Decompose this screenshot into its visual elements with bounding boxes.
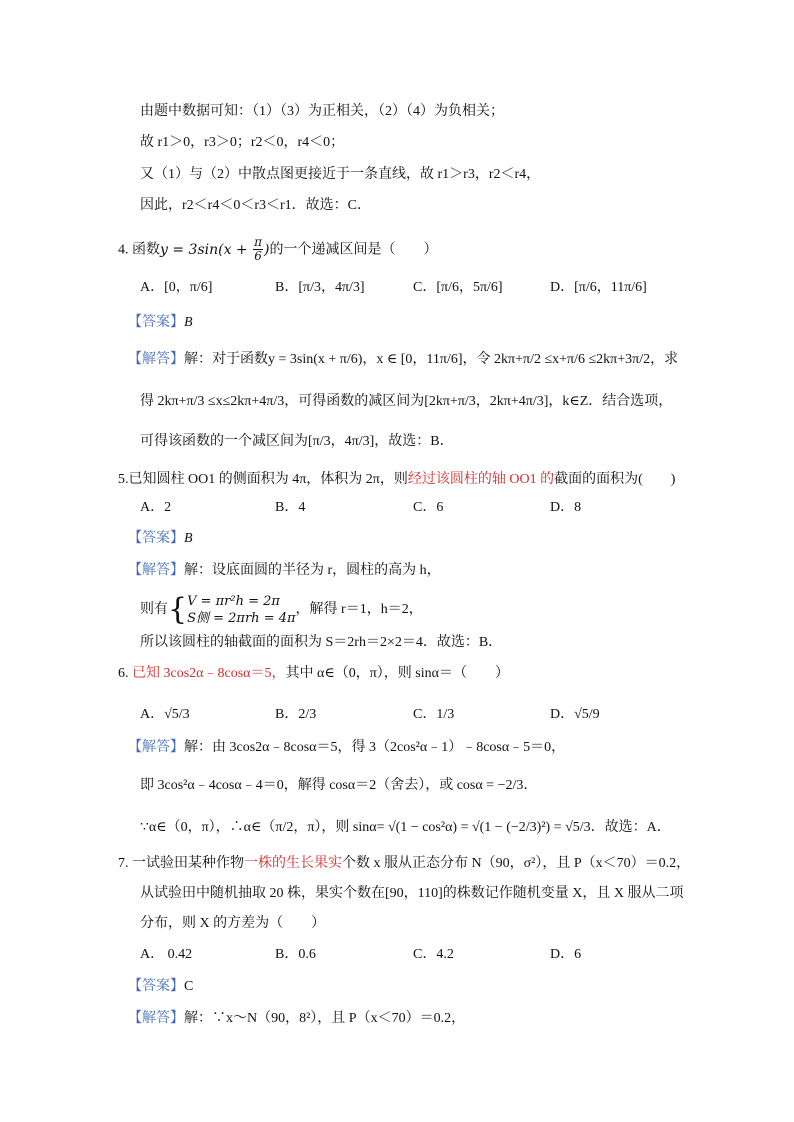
q4-solution-3: 可得该函数的一个减区间为[π/3，4π/3]，故选：B．: [140, 434, 454, 449]
q4-number: 4.: [118, 242, 129, 258]
q5-answer: 【答案】B: [128, 531, 193, 546]
q7-answer: 【答案】C: [128, 979, 194, 994]
q4-solution-1: 【解答】解：对于函数y = 3sin(x + π/6)，x ∈ [0，11π/6]，令 2kπ+π/2 ≤x+π/6 ≤2kπ+3π/2，求: [128, 352, 679, 367]
q4-function: y = 3sin(x + $\frac{\pi}{6}$ ): [160, 235, 270, 263]
q7-option-b: B．0.6: [275, 947, 316, 962]
q4-answer: 【答案】B: [128, 315, 193, 330]
q6-solution-2: 即 3cos²α﹣4cosα﹣4＝0，解得 cosα＝2（舍去），或 cosα = −2/3．: [140, 778, 538, 793]
q4-stem: 4. 函数y = 3sin(x + $\frac{\pi}{6}$ )的一个递减区间是（ ）: [118, 235, 438, 263]
answer-tag: 【答案】: [128, 315, 184, 330]
q6-solution-3: ∵α∈（0，π），∴α∈（π/2，π），则 sinα= √(1 − cos²α) = √(1 − (−2/3)²) = √5/3．故选：A．: [140, 820, 671, 835]
q5-eq-lateral: S侧 = 2πrh = 4π: [187, 611, 296, 626]
q7-stem-3: 分布，则 X 的方差为（ ）: [140, 916, 326, 931]
q6-stem: 6. 已知 3cos2α﹣8cosα＝5，其中 α∈（0，π），则 sinα＝（ ）: [118, 666, 509, 681]
q6-option-b: B．2/3: [275, 707, 317, 722]
q6-solution-1: 【解答】解：由 3cos2α﹣8cosα＝5，得 3（2cos²α﹣1）﹣8cosα﹣5＝0，: [128, 740, 566, 755]
q4-solution-2: 得 2kπ+π/3 ≤x≤2kπ+4π/3，可得函数的减区间为[2kπ+π/3，2kπ+4π/3]，k∈Z．结合选项，: [140, 394, 673, 409]
q5-option-c: C．6: [413, 500, 444, 515]
q7-option-a: A． 0.42: [140, 947, 193, 962]
q5-eq-volume: V = πr²h = 2π: [187, 594, 280, 609]
intro-line-2: 故 r1＞0，r3＞0；r2＜0，r4＜0；: [140, 135, 345, 150]
q5-option-d: D．8: [550, 500, 582, 515]
q5-solution-3: 所以该圆柱的轴截面的面积为 S＝2rh＝2×2＝4．故选：B．: [140, 635, 503, 650]
q6-option-c: C．1/3: [413, 707, 455, 722]
q5-option-b: B．4: [275, 500, 306, 515]
q4-option-b: B．[π/3，4π/3]: [275, 280, 365, 295]
intro-line-1: 由题中数据可知：（1）（3）为正相关，（2）（4）为负相关；: [140, 104, 504, 119]
q7-stem-1: 7. 一试验田某种作物一株的生长果实个数 x 服从正态分布 N（90，σ²），且 P（x＜70）＝0.2，: [118, 856, 691, 871]
q7-solution-1: 【解答】解：∵x～N（90，8²），且 P（x＜70）＝0.2，: [128, 1011, 466, 1026]
q4-option-a: A．[0，π/6]: [140, 280, 213, 295]
q4-option-c: C．[π/6，5π/6]: [413, 280, 503, 295]
q7-option-d: D．6: [550, 947, 582, 962]
intro-line-4: 因此，r2＜r4＜0＜r3＜r1．故选：C．: [140, 198, 371, 213]
solution-tag: 【解答】: [128, 352, 184, 367]
q5-option-a: A．2: [140, 500, 172, 515]
q7-option-c: C．4.2: [413, 947, 454, 962]
q5-stem: 5.已知圆柱 OO1 的侧面积为 4π，体积为 2π，则经过该圆柱的轴 OO1 的截面的面积为( ): [118, 472, 676, 487]
q6-option-d: D．√5/9: [550, 707, 600, 722]
q7-stem-2: 从试验田中随机抽取 20 株，果实个数在[90，110]的株数记作随机变量 X，且 X 服从二项: [140, 886, 684, 901]
q4-option-d: D．[π/6，11π/6]: [550, 280, 647, 295]
q5-solution-1: 【解答】解：设底面圆的半径为 r，圆柱的高为 h，: [128, 563, 441, 578]
intro-line-3: 又（1）与（2）中散点图更接近于一条直线，故 r1＞r3，r2＜r4，: [140, 167, 541, 182]
q5-solution-2: 则有{ V = πr²h = 2π S侧 = 2πrh = 4π ，解得 r＝1，h＝2，: [140, 592, 423, 627]
q6-option-a: A．√5/3: [140, 707, 190, 722]
